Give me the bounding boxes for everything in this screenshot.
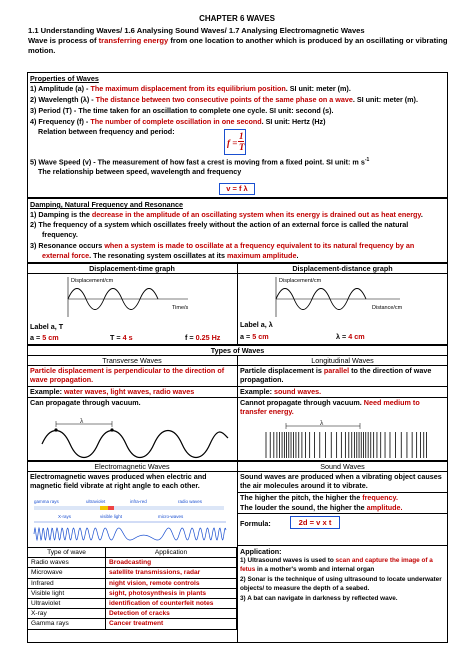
longitudinal-medium: Cannot propagate through vacuum. Need medium to transfer energy. <box>240 398 420 416</box>
table-row: X-ray Detection of cracks <box>28 609 237 619</box>
em-spectrum-diagram <box>30 494 235 546</box>
spectrum-label-ir: infra-red <box>130 499 147 504</box>
relation-vfl-label: The relationship between speed, wavelength and frequency <box>38 167 242 176</box>
formula-wave-speed: v = f λ <box>219 183 255 195</box>
table-row: Microwave satellite transmissions, radar <box>28 568 237 578</box>
table-row: Ultraviolet identification of counterfeit notes <box>28 598 237 608</box>
natural-frequency-item: 2) The frequency of a system which oscillates freely without the action of an external force is called the natural <box>30 220 409 229</box>
dd-label: Label a, λ <box>240 320 273 329</box>
types-heading: Types of Waves <box>210 346 265 355</box>
application-bat: 3) A bat can navigate in darkness by reflected wave. <box>240 595 398 602</box>
application-sonar: 2) Sonar is the technique of using ultrasound to locate underwater objects/ to measure the depth of a seabed. <box>240 576 442 592</box>
properties-heading: Properties of Waves <box>30 74 99 83</box>
wave-speed-item: 5) Wave Speed (v) - The measurement of how fast a crest is moving from a fixed point. SI unit: m $s^{-1}$ <box>30 157 370 167</box>
spectrum-label-xray: X-rays <box>58 514 72 519</box>
frequency-item: 4) Frequency (f) - The number of complete oscillation in one second. SI unit: Hertz (Hz) <box>30 117 326 126</box>
section-subtitle: 1.1 Understanding Waves/ 1.6 Analysing Sound Waves/ 1.7 Analysing Electromagnetic Waves Wave is process of transferring energy from one location to another which is produced by an oscillating or vibrating motion. <box>28 26 448 55</box>
dd-xlabel: Distance/cm <box>372 305 403 311</box>
em-title: Electromagnetic Waves <box>94 462 170 471</box>
em-desc: Electromagnetic waves produced when electric and magnetic field vibrate at right angle to each other. <box>30 472 207 490</box>
table-row: Gamma rays Cancer treatment <box>28 619 237 629</box>
resonance-item-cont: external force. The resonating system oscillates at its maximum amplitude. <box>42 251 299 260</box>
dd-graph-title: Displacement-distance graph <box>292 264 393 273</box>
dt-ylabel: Displacement/cm <box>71 278 114 284</box>
dt-xlabel: Time/s <box>172 305 189 311</box>
application-ultrasound: 1) Ultrasound waves is used to scan and capture the image of a fetus in a mother's womb and internal organ <box>240 557 433 573</box>
applications-heading: Application: <box>240 547 282 556</box>
transverse-example: Example: water waves, light waves, radio waves <box>30 387 195 396</box>
table-row: Visible light sight, photosynthesis in plants <box>28 588 237 598</box>
period-item: 3) Period (T) - The time taken for an oscillation to complete one cycle. SI unit: second (s). <box>30 106 334 115</box>
dt-graph-title: Displacement-time graph <box>89 264 175 273</box>
spectrum-label-visible: visible light <box>100 514 123 519</box>
dd-wavelength: λ = 4 cm <box>336 332 365 341</box>
transverse-medium: Can propagate through vacuum. <box>30 398 141 407</box>
amplitude-item: 1) Amplitude (a) - The maximum displacement from its equilibrium position. SI unit: meter (m). <box>30 84 351 93</box>
wave-definition: Wave is process of transferring energy from one location to another which is produced by an oscillating or vibrating motion. <box>28 36 448 55</box>
formula-label: Formula: <box>240 519 271 528</box>
spectrum-label-radio: radio waves <box>178 499 203 504</box>
dt-label: Label a, T <box>30 322 64 331</box>
em-applications-table <box>27 547 237 630</box>
formula-frequency-period: f = 1 T <box>224 129 246 155</box>
natural-frequency-item-cont: frequency. <box>42 230 78 239</box>
longitudinal-lambda: λ <box>320 420 324 427</box>
dt-period: T = 4 s <box>110 333 133 342</box>
table-row: Infrared night vision, remote controls <box>28 578 237 588</box>
spectrum-label-uv: ultraviolet <box>86 499 106 504</box>
longitudinal-example: Example: sound waves. <box>240 387 322 396</box>
sound-title: Sound Waves <box>320 462 365 471</box>
sound-desc: Sound waves are produced when a vibrating object causes the air molecules around it to vibrate. <box>240 472 442 490</box>
displacement-time-graph <box>60 275 210 319</box>
table-header-application: Application <box>106 548 237 558</box>
damping-heading: Damping, Natural Frequency and Resonance <box>30 200 183 209</box>
transverse-desc: Particle displacement is perpendicular to the direction of wave propagation. <box>30 366 225 384</box>
table-header-type: Type of wave <box>28 548 106 558</box>
longitudinal-title: Longitudinal Waves <box>311 356 374 365</box>
sonar-formula: 2d = v x t <box>290 516 340 529</box>
relation-fp-label: Relation between frequency and period: <box>38 127 175 136</box>
spectrum-label-gamma: gamma rays <box>34 499 59 504</box>
wavelength-item: 2) Wavelength (λ) - The distance between two consecutive points of the same phase on a wave. SI unit: meter (m). <box>30 95 418 104</box>
pitch-statement: The higher the pitch, the higher the frequency. <box>240 493 399 502</box>
resonance-item: 3) Resonance occurs when a system is made to oscillate at a frequency equivalent to its natural frequency by an <box>30 241 415 250</box>
dt-amplitude: a = 5 cm <box>30 333 59 342</box>
dd-ylabel: Displacement/cm <box>279 278 322 284</box>
dt-frequency: f = 0.25 Hz <box>185 333 221 342</box>
transverse-title: Transverse Waves <box>102 356 162 365</box>
damping-item: 1) Damping is the decrease in the amplitude of an oscillating system when its energy is drained out as heat energy. <box>30 210 423 219</box>
transverse-wave-diagram <box>40 418 230 460</box>
spectrum-label-micro: micro-waves <box>158 514 184 519</box>
loudness-statement: The louder the sound, the higher the amplitude. <box>240 503 403 512</box>
longitudinal-wave-diagram <box>262 420 432 460</box>
longitudinal-desc: Particle displacement is parallel to the direction of wave propagation. <box>240 366 432 384</box>
dd-amplitude: a = 5 cm <box>240 332 269 341</box>
table-row: Radio waves Broadcasting <box>28 558 237 568</box>
page-title: CHAPTER 6 WAVES <box>199 14 275 23</box>
transverse-lambda: λ <box>80 418 84 425</box>
displacement-distance-graph <box>268 275 418 319</box>
